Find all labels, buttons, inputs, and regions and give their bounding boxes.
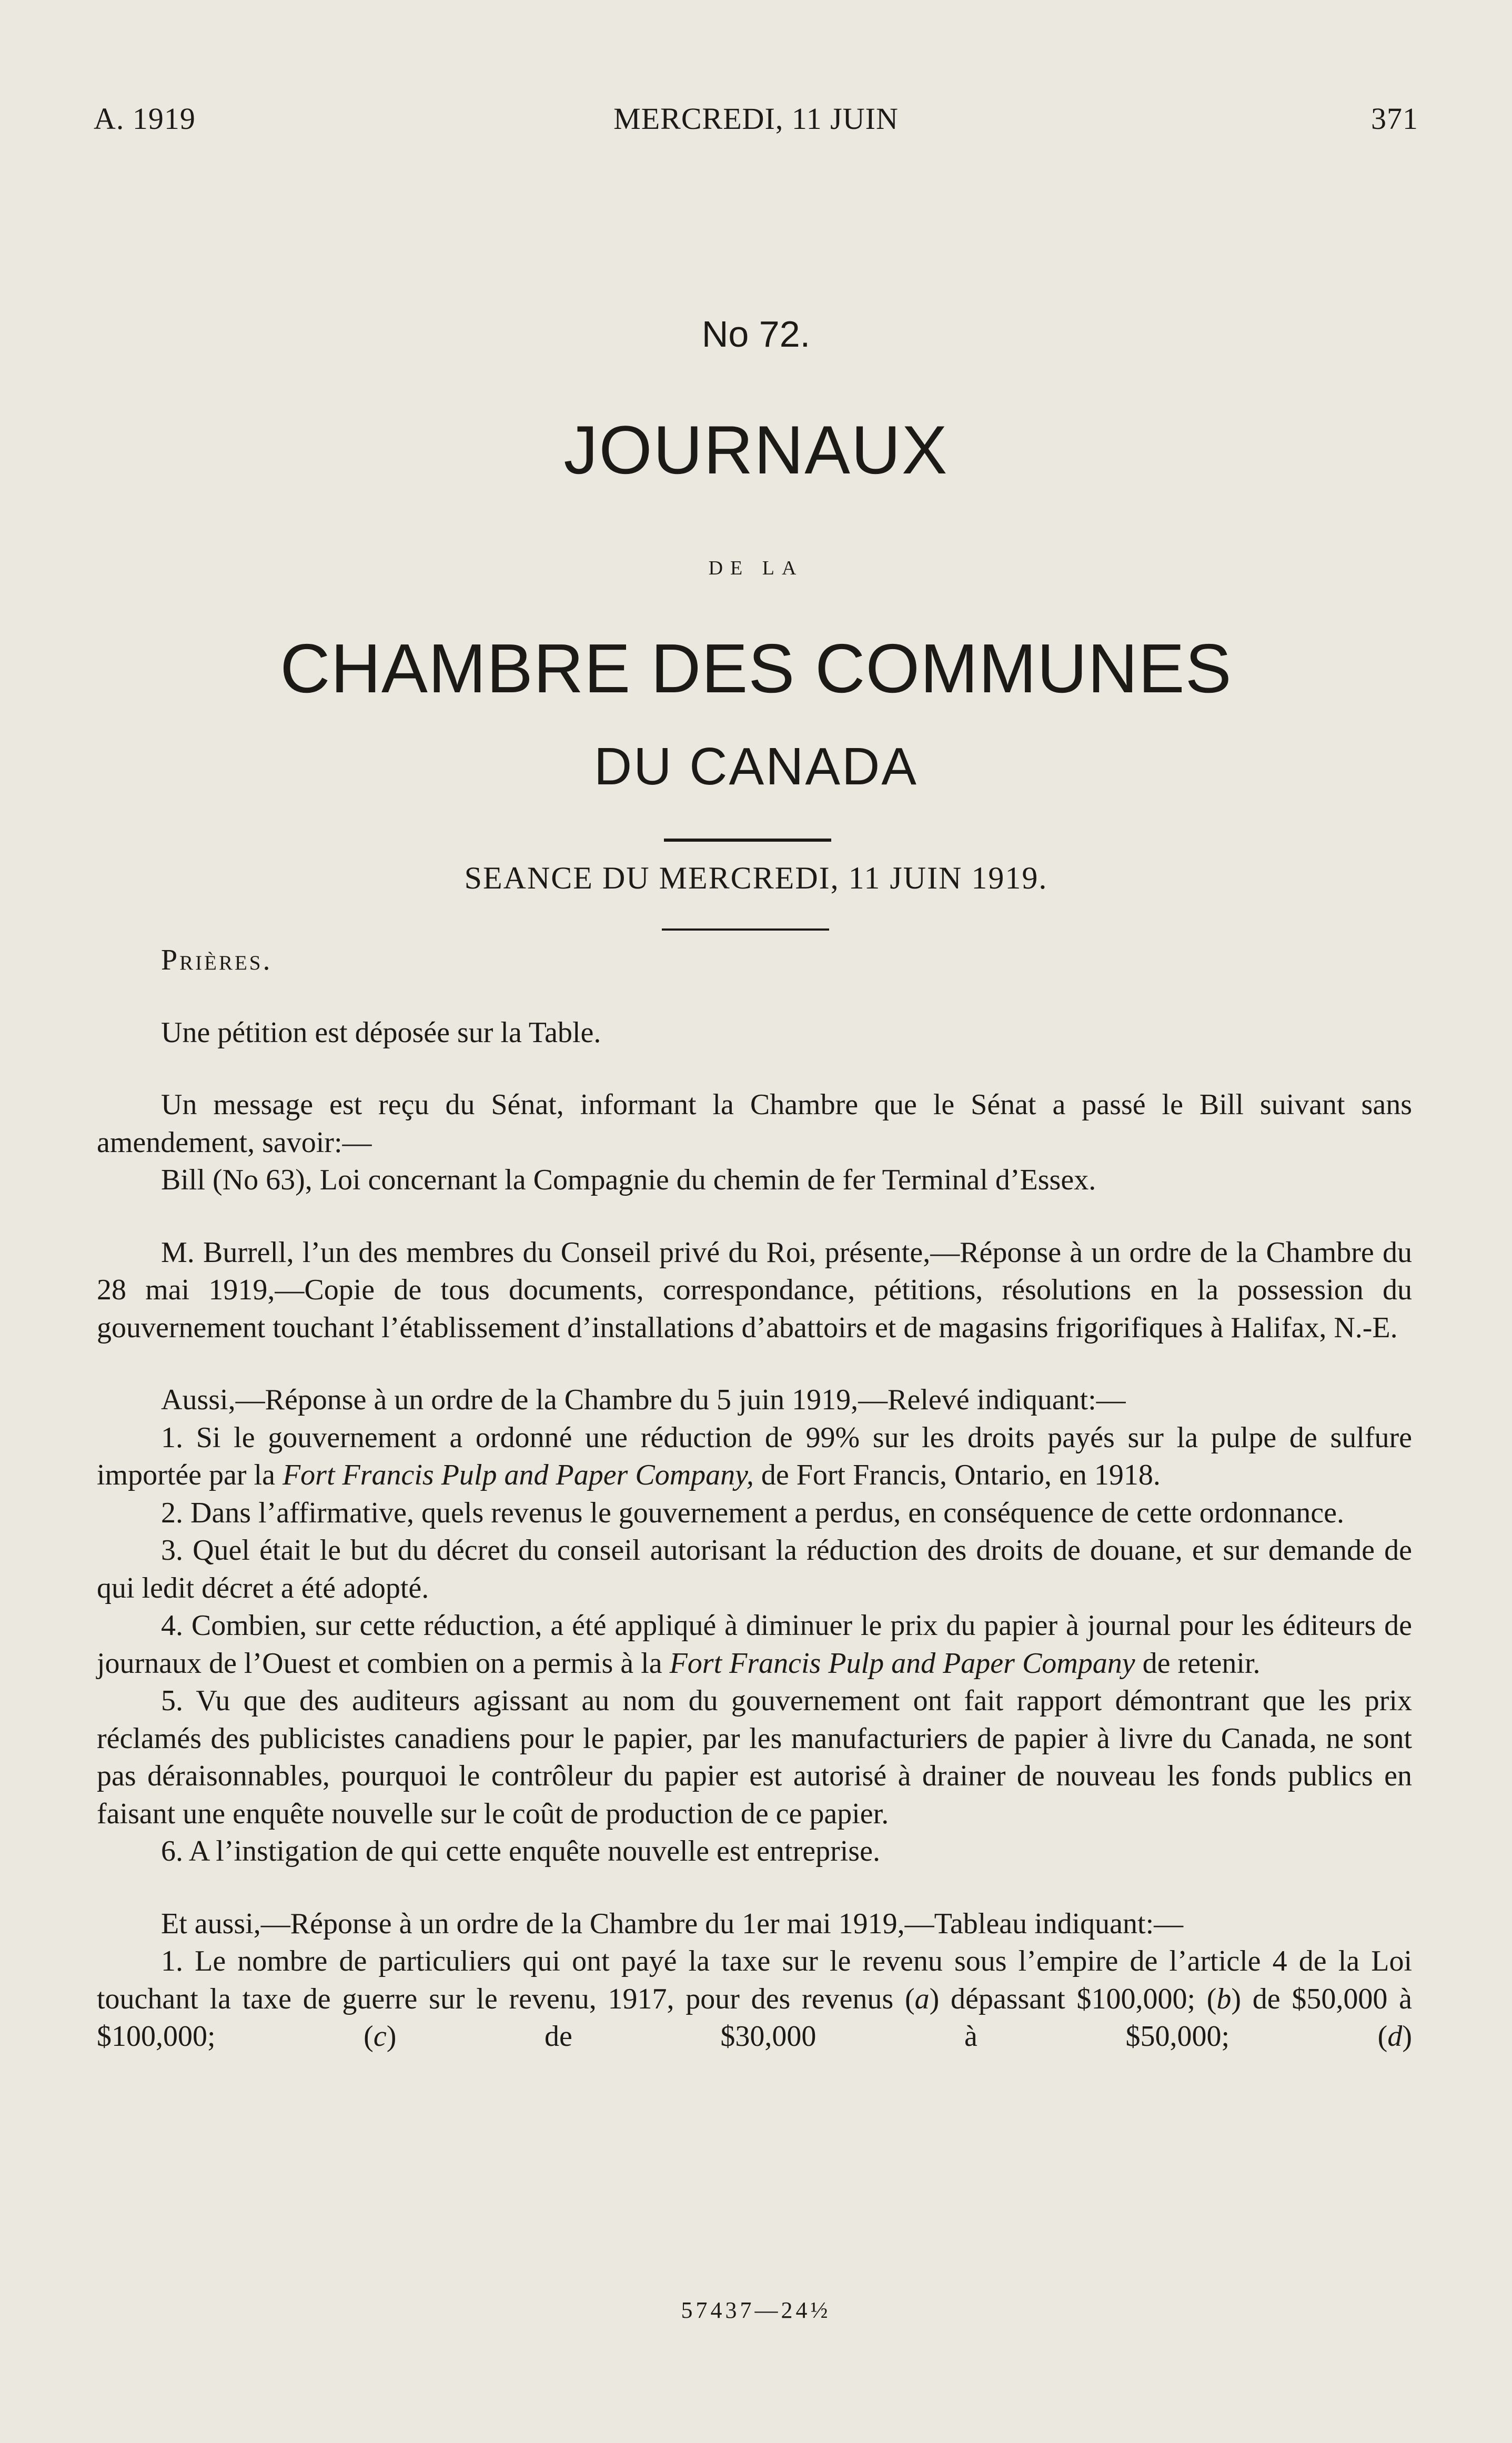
item-text: ) de $30,000 à $50,000; ( (386, 2020, 1388, 2053)
item-text: ) de $50,000 à $100,000; ( (97, 1982, 1412, 2053)
running-head (94, 101, 1418, 143)
journal-body (97, 942, 1412, 2056)
paragraph-reply-june: Aussi,—Réponse à un ordre de la Chambre du 5 juin 1919,—Relevé indiquant:— (161, 1384, 1126, 1416)
item-text: ) dépassant $100,000; ( (929, 1982, 1217, 2015)
list-item (97, 1943, 1412, 2056)
paragraph-burrell: M. Burrell, l’un des membres du Conseil privé du Roi, présente,—Réponse à un ordre de la Chambre du 28 mai 1919,—Copie de tous documents, correspondance, pétitions, résolutions en la possession du gouvernement touchant l’établissement d’installations d’abattoirs et de magasins frigorifiques à Halifax, N.-E. (97, 1236, 1412, 1344)
de-la-label: DE LA (708, 557, 804, 579)
paragraph-bill: Bill (No 63), Loi concernant la Compagnie du chemin de fer Terminal d’Essex. (161, 1164, 1096, 1196)
list-item (97, 1607, 1412, 1682)
journal-title: JOURNAUX (563, 411, 949, 488)
list-item: 6. A l’instigation de qui cette enquête nouvelle est entreprise. (161, 1835, 880, 1867)
issue-number: No 72. (701, 314, 811, 355)
paragraph-petition: Une pétition est déposée sur la Table. (161, 1016, 601, 1049)
item-4-text: 4. Combien, sur cette réduction, a été appliqué à diminuer le prix du papier à journal pour les éditeurs de journaux de l’Ouest et combien on a permis à la (97, 1609, 1412, 1680)
item-text: ) (1402, 2020, 1412, 2053)
list-item: 5. Vu que des auditeurs agissant au nom du gouvernement ont fait rapport démontrant que les prix réclamés des publicistes canadiens pour le papier, par les manufacturiers de papier à livre du Canada, ne sont pas déraisonnables, pourquoi le contrôleur du papier est autorisé à drainer de nouveau les fonds publics en faisant une enquête nouvelle sur le coût de production de ce papier. (97, 1684, 1412, 1830)
page-number: 371 (1371, 102, 1418, 136)
paragraph-reply-may: Et aussi,—Réponse à un ordre de la Chambre du 1er mai 1919,—Tableau indiquant:— (161, 1907, 1184, 1940)
item-1-end: de Fort Francis, Ontario, en 1918. (761, 1459, 1161, 1491)
footer-signature: 57437—24½ (681, 2297, 831, 2323)
prayers-heading: Prières. (161, 944, 273, 976)
item-1-text: 1. Si le gouvernement a ordonné une réduction de 99% sur les droits payés sur la pulpe de sulfure importée par la (97, 1421, 1412, 1491)
letter-a: a (914, 1982, 930, 2015)
list-item: 2. Dans l’affirmative, quels revenus le gouvernement a perdus, en conséquence de cette ordonnance. (161, 1496, 1344, 1529)
session-heading: SEANCE DU MERCREDI, 11 JUIN 1919. (464, 861, 1048, 895)
running-head-date: MERCREDI, 11 JUIN (613, 102, 899, 136)
running-head-left: A. 1919 (94, 102, 196, 136)
title-divider (664, 839, 831, 842)
paragraph-senate-message: Un message est reçu du Sénat, informant la Chambre que le Sénat a passé le Bill suivant sans amendement, savoir:— (97, 1088, 1412, 1159)
company-name: Fort Francis Pulp and Paper Company (669, 1647, 1135, 1680)
letter-b: b (1216, 1982, 1232, 2015)
item-text: 1. Le nombre de particuliers qui ont payé la taxe sur le revenu sous l’empire de l’article 4 de la Loi touchant la taxe de guerre sur le revenu, 1917, pour des revenus ( (97, 1945, 1412, 2015)
list-item (97, 1419, 1412, 1495)
letter-c: c (373, 2020, 387, 2053)
letter-d: d (1387, 2020, 1403, 2053)
country-title: DU CANADA (594, 737, 918, 796)
item-4-end: de retenir. (1142, 1647, 1261, 1680)
chamber-title: CHAMBRE DES COMMUNES (280, 630, 1232, 707)
company-name: Fort Francis Pulp and Paper Company, (282, 1459, 754, 1491)
list-item: 3. Quel était le but du décret du conseil autorisant la réduction des droits de douane, et sur demande de qui ledit décret a été adopté. (97, 1534, 1412, 1604)
session-divider (662, 928, 829, 931)
